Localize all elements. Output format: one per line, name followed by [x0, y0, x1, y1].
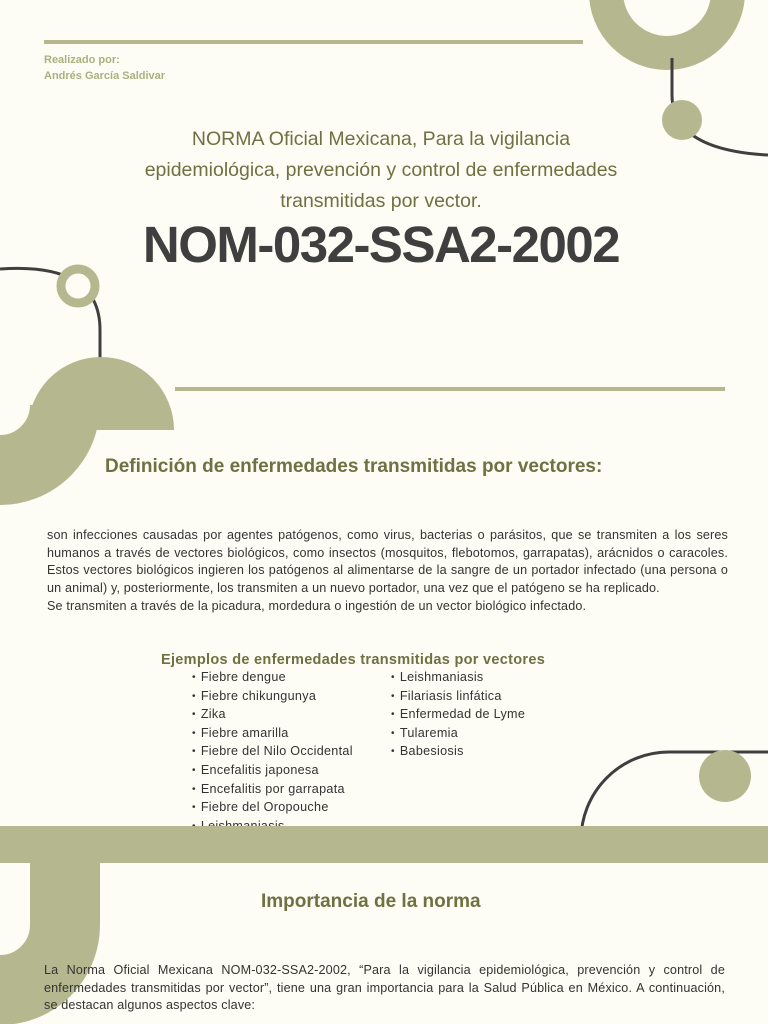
examples-heading: Ejemplos de enfermedades transmitidas por vectores: [161, 652, 546, 668]
bottom-right-dot: [699, 750, 751, 802]
subtitle-line-2: epidemiológica, prevención y control de enfermedades: [144, 159, 618, 181]
page-title: NOM-032-SSA2-2002: [142, 216, 620, 273]
list-item: • Fiebre del Nilo Occidental: [192, 743, 353, 762]
list-item: • Fiebre del Oropouche: [192, 799, 353, 818]
disease-list-right: [391, 669, 525, 762]
author-label: Realizado por:: [44, 54, 120, 66]
list-item: • Zika: [192, 706, 353, 725]
definition-heading: Definición de enfermedades transmitidas por vectores:: [105, 456, 603, 477]
disease-list-left: [192, 669, 353, 836]
list-item: • Enfermedad de Lyme: [391, 706, 525, 725]
list-item: • Fiebre dengue: [192, 669, 353, 688]
list-item: • Leishmaniasis: [391, 669, 525, 688]
importance-paragraph: La Norma Oficial Mexicana NOM-032-SSA2-2002, “Para la vigilancia epidemiológica, prevención y control de enfermedades transmitidas por vector”, tiene una gran importancia para la Salud Pública en México. A continuación, se destacan algunos aspectos clave:: [44, 963, 725, 1013]
list-item: • Babesiosis: [391, 743, 525, 762]
subtitle-line-1: NORMA Oficial Mexicana, Para la vigilancia: [191, 128, 571, 150]
document-subtitle: [100, 124, 662, 217]
list-item: • Encefalitis japonesa: [192, 762, 353, 781]
list-item: • Fiebre chikungunya: [192, 688, 353, 707]
subtitle-line-3: transmitidas por vector.: [280, 190, 482, 212]
left-small-ring: [61, 269, 95, 303]
list-item: • Filariasis linfática: [391, 688, 525, 707]
definition-paragraph-1: son infecciones causadas por agentes patógenos, como virus, bacterias o parásitos, que se transmiten a los seres humanos a través de vectores biológicos, como insectos (mosquitos, flebotomos, garrapatas), arácnidos o caracoles. Estos vectores biológicos ingieren los patógenos al alimentarse de la sangre de un portador infectado (una persona o un animal) y, posteriormente, los transmiten a un nuevo portador, una vez que el patógeno se ha replicado.: [47, 528, 728, 596]
top-right-ring: [606, 0, 728, 53]
importance-heading: Importancia de la norma: [261, 891, 481, 912]
author-name: Andrés García Saldivar: [44, 70, 166, 82]
definition-paragraph-2: Se transmiten a través de la picadura, mordedura o ingestión de un vector biológico infectado.: [47, 598, 587, 613]
section-band: [0, 826, 768, 863]
list-item: • Fiebre amarilla: [192, 725, 353, 744]
author-block: [44, 52, 165, 84]
list-item: • Encefalitis por garrapata: [192, 781, 353, 800]
top-right-dot: [662, 100, 702, 140]
definition-body: [47, 527, 728, 616]
list-item: • Tularemia: [391, 725, 525, 744]
left-arc: [0, 405, 65, 470]
